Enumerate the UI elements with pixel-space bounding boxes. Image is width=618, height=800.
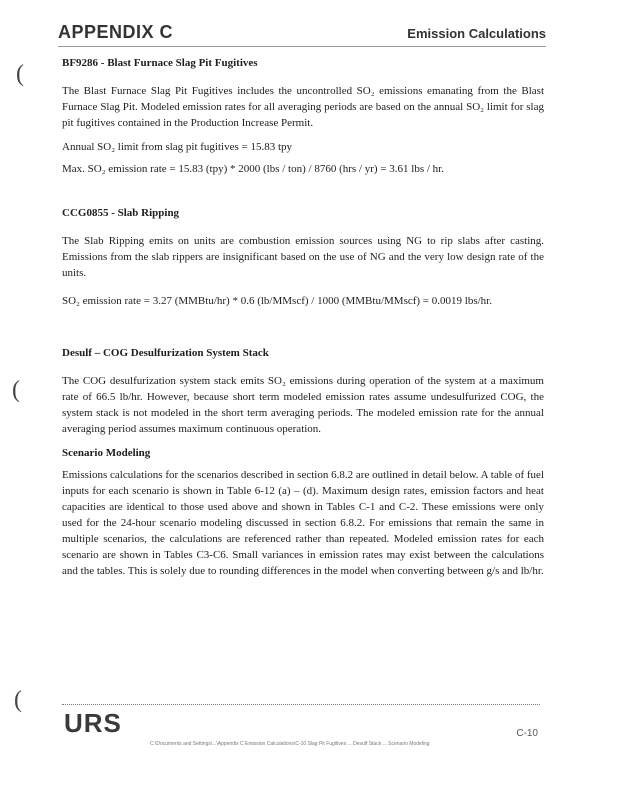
appendix-label: APPENDIX C [58, 22, 174, 42]
binder-hole-mark: ( [12, 377, 20, 403]
header-rule [58, 46, 546, 47]
section-heading: CCG0855 - Slab Ripping [62, 207, 180, 219]
page-number: C-10 [516, 728, 538, 739]
section-heading: BF9286 - Blast Furnace Slag Pit Fugitives [62, 57, 258, 69]
binder-hole-mark: ( [14, 687, 22, 713]
subheading: Scenario Modeling [62, 447, 151, 459]
section-title: Emission Calculations [407, 26, 546, 41]
paragraph: Emissions calculations for the scenarios described in section 6.8.2 are outlined in detail below. A table of fuel inputs for each scenario is shown in Table 6-12 (a) – (d). Maximum design rates, emission factors and heat capacities are identical to those used above and shown in Tables C-1 and C-2. These emissions were only used for the 24-hour scenario modeling discussed in section 6.8.2. For emissions that remain the same in multiple scenarios, the calculations are referenced rather than repeated. Modeled emission rates for each scenario are shown in Tables C3-C6. Small variances in emission rates may exist between the calculations and the tables. This is solely due to rounding differences in the model when converting between g/s and lb/hr. [62, 469, 544, 577]
file-path-footer: C:\Documents and Settings\...\Appendix C Emission Calculations\C-10 Slag Pit Fugitives ... Desulf Stack ... Scenario Modeling [150, 741, 430, 747]
section-slag-pit [62, 55, 544, 177]
limit-line: Annual SO₂ limit from slag pit fugitives = 15.83 tpy [62, 141, 293, 153]
urs-logo: URS [64, 708, 122, 738]
section-cog-desulf [62, 345, 544, 579]
paragraph: The COG desulfurization system stack emits SO₂ emissions during operation of the system at a maximum rate of 66.5 lb/hr. However, because short term modeled emission rates assume undesulfurized COG, the system stack is not modeled in the short term averaging periods. The modeled emission rate for the annual averaging period assumes maximum continuous operation. [62, 375, 544, 435]
paragraph: The Slab Ripping emits on units are combustion emission sources using NG to rip slabs after casting. Emissions from the slab rippers are insignificant based on the use of NG and the very low design rate of the units. [62, 235, 544, 279]
binder-hole-mark: ( [16, 61, 24, 87]
section-slab-ripping [62, 205, 544, 309]
section-heading: Desulf – COG Desulfurization System Stack [62, 347, 269, 359]
paragraph: The Blast Furnace Slag Pit Fugitives includes the uncontrolled SO₂ emissions emanating from the Blast Furnace Slag Pit. Modeled emission rates for all averaging periods are based on the annual SO₂ limit for slag pit fugitives contained in the Production Increase Permit. [62, 85, 544, 129]
footer-rule [62, 704, 540, 705]
emission-rate-line: Max. SO₂ emission rate = 15.83 (tpy) * 2000 (lbs / ton) / 8760 (hrs / yr) = 3.61 lbs / hr. [62, 163, 444, 175]
document-body [62, 55, 544, 579]
emission-formula: SO₂ emission rate = 3.27 (MMBtu/hr) * 0.6 (lb/MMscf) / 1000 (MMBtu/MMscf) = 0.0019 lbs/hr. [62, 295, 492, 307]
